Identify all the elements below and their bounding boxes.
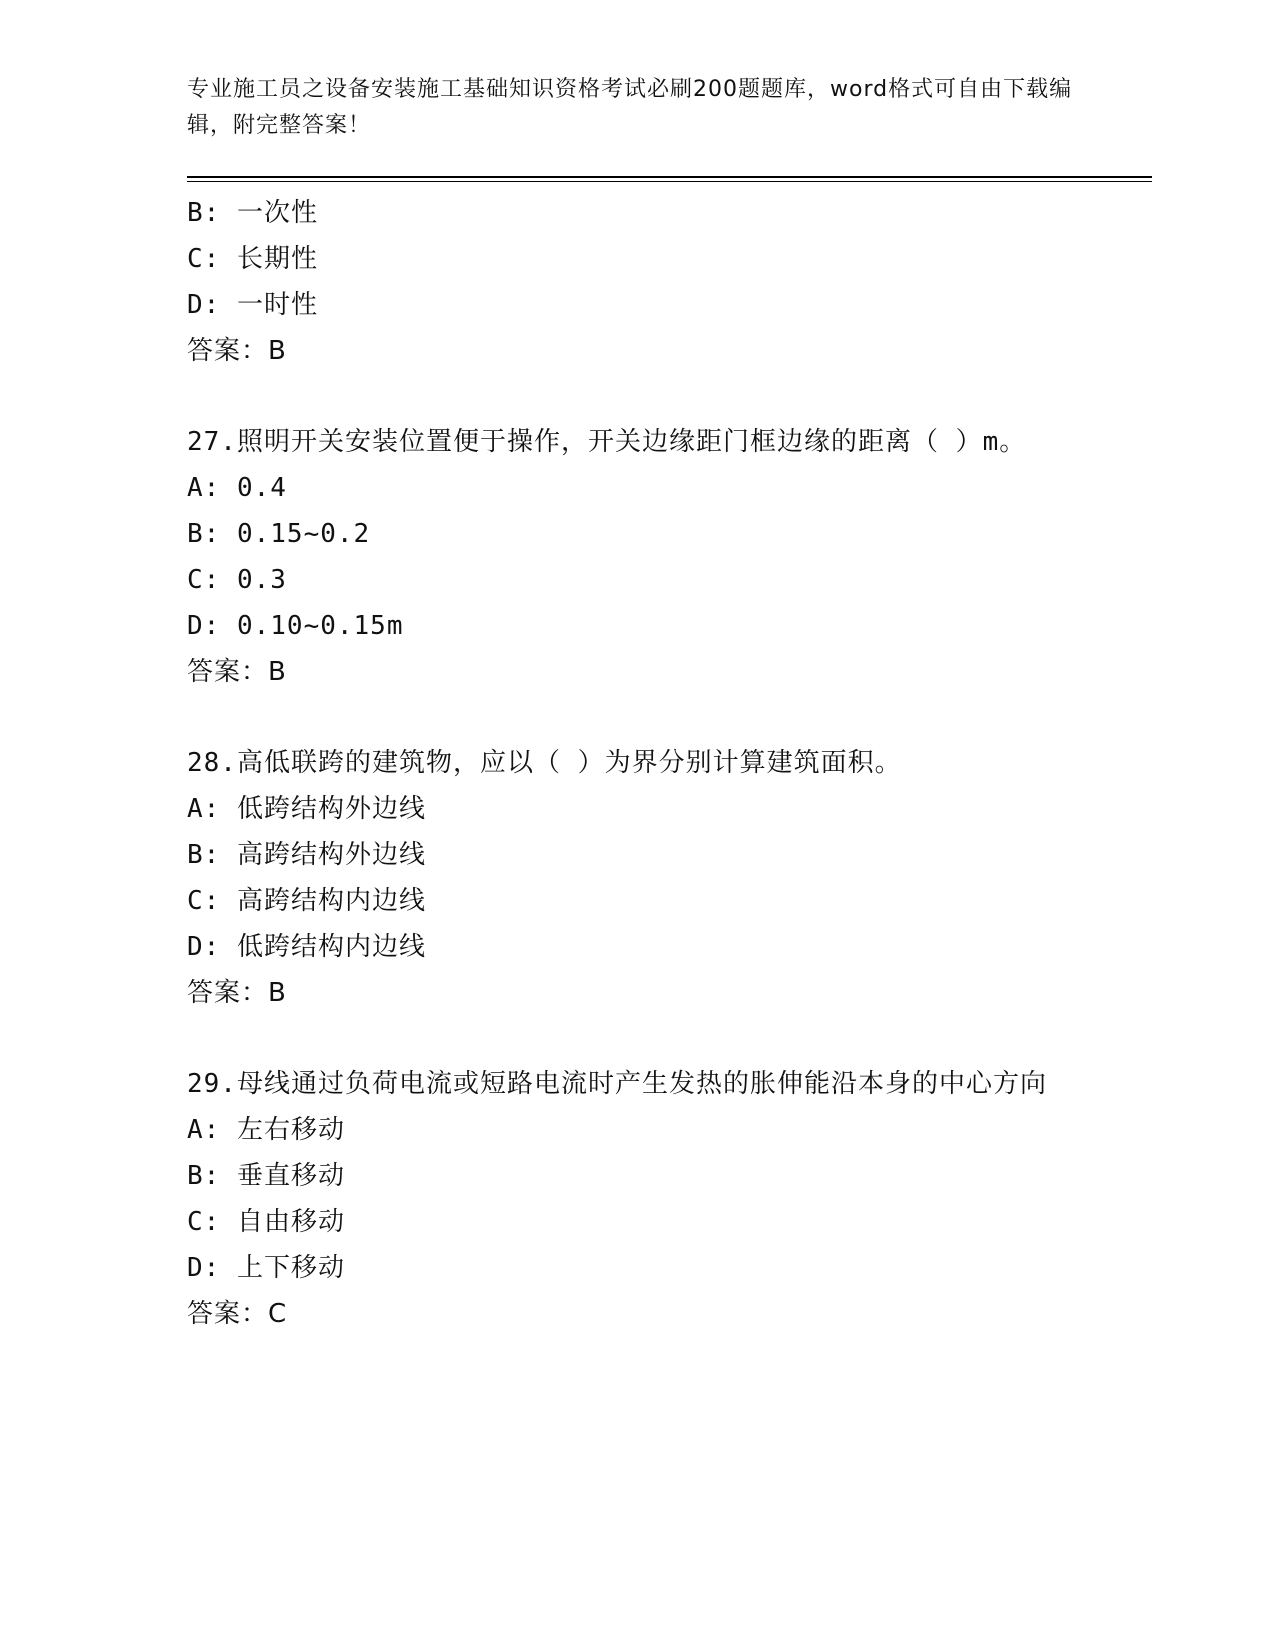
option-d: D: 0.10~0.15m <box>187 611 404 641</box>
answer-line: 答案：B <box>187 336 287 366</box>
carryover-question <box>187 190 1087 374</box>
question-28 <box>187 740 1087 1016</box>
option-d: D: 低跨结构内边线 <box>187 932 426 962</box>
document-header: 专业施工员之设备安装施工基础知识资格考试必刷200题题库，word格式可自由下载编辑，附完整答案！ <box>187 77 1073 138</box>
option-c: C: 长期性 <box>187 244 318 274</box>
option-c: C: 自由移动 <box>187 1207 345 1237</box>
question-27 <box>187 419 1087 695</box>
question-29 <box>187 1061 1087 1337</box>
option-b: B: 0.15~0.2 <box>187 519 371 549</box>
option-a: A: 左右移动 <box>187 1115 345 1145</box>
header-divider-thin <box>187 181 1152 182</box>
question-stem: 29.母线通过负荷电流或短路电流时产生发热的胀伸能沿本身的中心方向 <box>187 1069 1047 1099</box>
answer-line: 答案：B <box>187 978 287 1008</box>
option-d: D: 一时性 <box>187 290 318 320</box>
option-a: A: 0.4 <box>187 473 287 503</box>
question-stem: 28.高低联跨的建筑物，应以（ ）为界分别计算建筑面积。 <box>187 748 902 778</box>
answer-line: 答案：C <box>187 1299 288 1329</box>
option-a: A: 低跨结构外边线 <box>187 794 426 824</box>
answer-line: 答案：B <box>187 657 287 687</box>
questions-content <box>187 190 1087 1337</box>
option-b: B: 高跨结构外边线 <box>187 840 426 870</box>
option-c: C: 高跨结构内边线 <box>187 886 426 916</box>
option-b: B: 一次性 <box>187 198 318 228</box>
header-divider-thick <box>187 176 1152 178</box>
option-d: D: 上下移动 <box>187 1253 345 1283</box>
question-stem: 27.照明开关安装位置便于操作，开关边缘距门框边缘的距离（ ）m。 <box>187 427 1027 457</box>
option-c: C: 0.3 <box>187 565 287 595</box>
option-b: B: 垂直移动 <box>187 1161 345 1191</box>
